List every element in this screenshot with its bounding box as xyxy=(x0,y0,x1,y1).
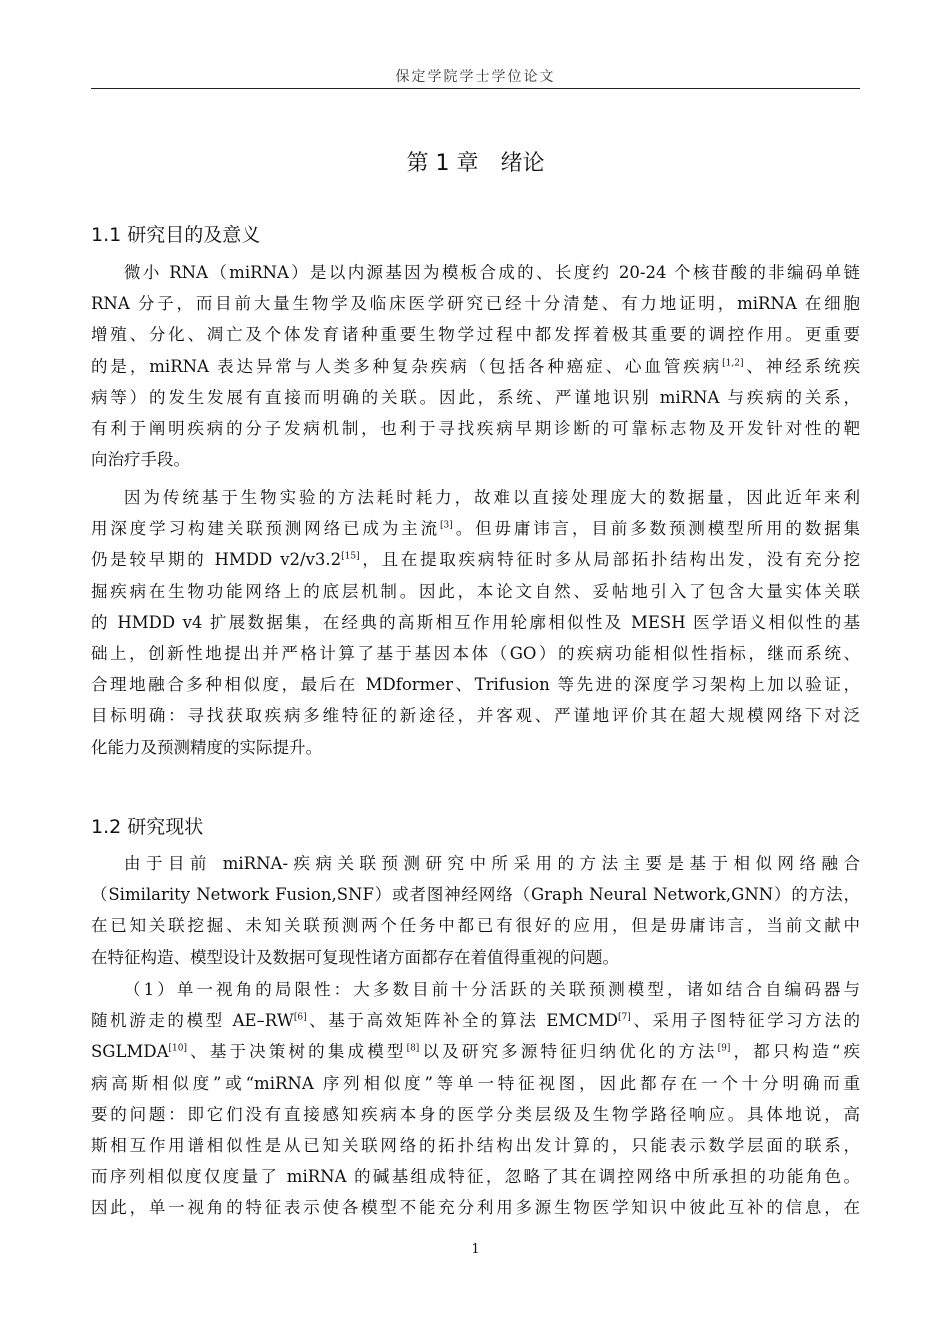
text-line xyxy=(91,513,860,544)
citation: [10] xyxy=(168,1043,187,1054)
text-segment: 、基于高效矩阵补全的算法 EMCMD xyxy=(306,1011,618,1031)
text-line: 向治疗手段。 xyxy=(91,450,190,470)
paragraph xyxy=(91,974,860,1224)
text-line: 有利于阐明疾病的分子发病机制，也利于寻找疾病早期诊断的可靠标志物及开发针对性的靶 xyxy=(91,418,860,438)
text-segment: 、基于决策树的集成模型 xyxy=(186,1042,407,1062)
text-line: 病等）的发生发展有直接而明确的关联。因此，系统、严谨地识别 miRNA 与疾病的关系， xyxy=(91,387,860,407)
text-segment: ，都只构造“疾 xyxy=(730,1042,861,1062)
text-segment: 随机游走的模型 AE–RW xyxy=(91,1011,294,1031)
text-line: 病高斯相似度”或“miRNA 序列相似度”等单一特征视图，因此都存在一个十分明确而重 xyxy=(91,1073,860,1093)
text-line xyxy=(91,1036,860,1067)
text-line: 因为传统基于生物实验的方法耗时耗力，故难以直接处理庞大的数据量，因此近年来利 xyxy=(124,488,860,507)
citation: [8] xyxy=(406,1043,420,1054)
paragraph xyxy=(91,482,860,763)
text-line: 的 HMDD v4 扩展数据集，在经典的高斯相互作用轮廓相似性及 MESH 医学语义相似性的基 xyxy=(91,612,860,632)
text-segment: 的是，miRNA 表达异常与人类多种复杂疾病（包括各种癌症、心血管疾病 xyxy=(91,356,723,376)
text-line xyxy=(91,1005,860,1036)
chapter-name: 绪论 xyxy=(500,151,545,176)
text-line: 要的问题：即它们没有直接感知疾病本身的医学分类层级及生物学路径响应。具体地说，高 xyxy=(91,1104,860,1124)
header-divider xyxy=(91,88,860,89)
text-line: 掘疾病在生物功能网络上的底层机制。因此，本论文自然、妥帖地引入了包含大量实体关联 xyxy=(91,581,860,601)
text-line xyxy=(91,544,860,575)
citation: [1,2] xyxy=(722,358,744,369)
text-line: （Similarity Network Fusion,SNF）或者图神经网络（Graph Neural Network,GNN）的方法， xyxy=(91,885,860,905)
text-line: 目标明确：寻找获取疾病多维特征的新途径，并客观、严谨地评价其在超大规模网络下对泛 xyxy=(91,706,860,726)
paragraph xyxy=(91,848,860,973)
text-line: 微小 RNA（miRNA）是以内源基因为模板合成的、长度约 20-24 个核苷酸的非编码单链 xyxy=(124,263,860,282)
page-header: 保定学院学士学位论文 xyxy=(395,69,556,85)
citation: [7] xyxy=(617,1012,631,1023)
text-segment: 。但毋庸讳言，目前多数预测模型所用的数据集 xyxy=(452,519,861,539)
citation: [9] xyxy=(717,1043,731,1054)
citation: [6] xyxy=(293,1012,307,1023)
text-line: 因此，单一视角的特征表示使各模型不能充分利用多源生物医学知识中彼此互补的信息，在 xyxy=(91,1198,860,1218)
text-line: 在特征构造、模型设计及数据可复现性诸方面都存在着值得重视的问题。 xyxy=(91,947,619,967)
chapter-number: 第 1 章 xyxy=(406,151,479,176)
text-line: 础上，创新性地提出并严格计算了基于基因本体（GO）的疾病功能相似性指标，继而系统、 xyxy=(91,643,860,663)
text-segment: SGLMDA xyxy=(91,1042,169,1062)
section-heading: 1.2 研究现状 xyxy=(91,816,204,838)
section-heading: 1.1 研究目的及意义 xyxy=(91,224,261,246)
text-line: 在已知关联挖掘、未知关联预测两个任务中都已有很好的应用，但是毋庸讳言，当前文献中 xyxy=(91,916,860,936)
text-line: 合理地融合多种相似度，最后在 MDformer、Trifusion 等先进的深度学习架构上加以验证， xyxy=(91,675,860,695)
text-segment: 、采用子图特征学习方法的 xyxy=(630,1011,860,1031)
text-line: 增殖、分化、凋亡及个体发育诸种重要生物学过程中都发挥着极其重要的调控作用。更重要 xyxy=(91,325,860,345)
text-line: 化能力及预测精度的实际提升。 xyxy=(91,737,322,757)
text-segment: 以及研究多源特征归纳优化的方法 xyxy=(419,1042,718,1062)
text-segment: ，且在提取疾病特征时多从局部拓扑结构出发，没有充分挖 xyxy=(359,550,860,570)
text-line xyxy=(91,351,860,382)
text-line: 而序列相似度仅度量了 miRNA 的碱基组成特征，忽略了其在调控网络中所承担的功能角色。 xyxy=(91,1167,860,1187)
chapter-title xyxy=(91,146,860,177)
text-segment: 仍是较早期的 HMDD v2/v3.2 xyxy=(91,550,342,570)
text-line: （1）单一视角的局限性：大多数目前十分活跃的关联预测模型，诸如结合自编码器与 xyxy=(124,980,860,999)
text-line: 斯相互作用谱相似性是从已知关联网络的拓扑结构出发计算的，只能表示数学层面的联系， xyxy=(91,1135,860,1155)
page-number: 1 xyxy=(471,1242,480,1257)
citation: [3] xyxy=(440,520,453,531)
text-segment: 、神经系统疾 xyxy=(743,356,861,376)
text-segment: 用深度学习构建关联预测网络已成为主流 xyxy=(91,519,441,539)
paragraph xyxy=(91,257,860,475)
text-line: RNA 分子，而目前大量生物学及临床医学研究已经十分清楚、有力地证明，miRNA 在细胞 xyxy=(91,294,860,314)
citation: [15] xyxy=(341,551,360,562)
text-line: 由于目前 miRNA-疾病关联预测研究中所采用的方法主要是基于相似网络融合 xyxy=(124,854,860,873)
